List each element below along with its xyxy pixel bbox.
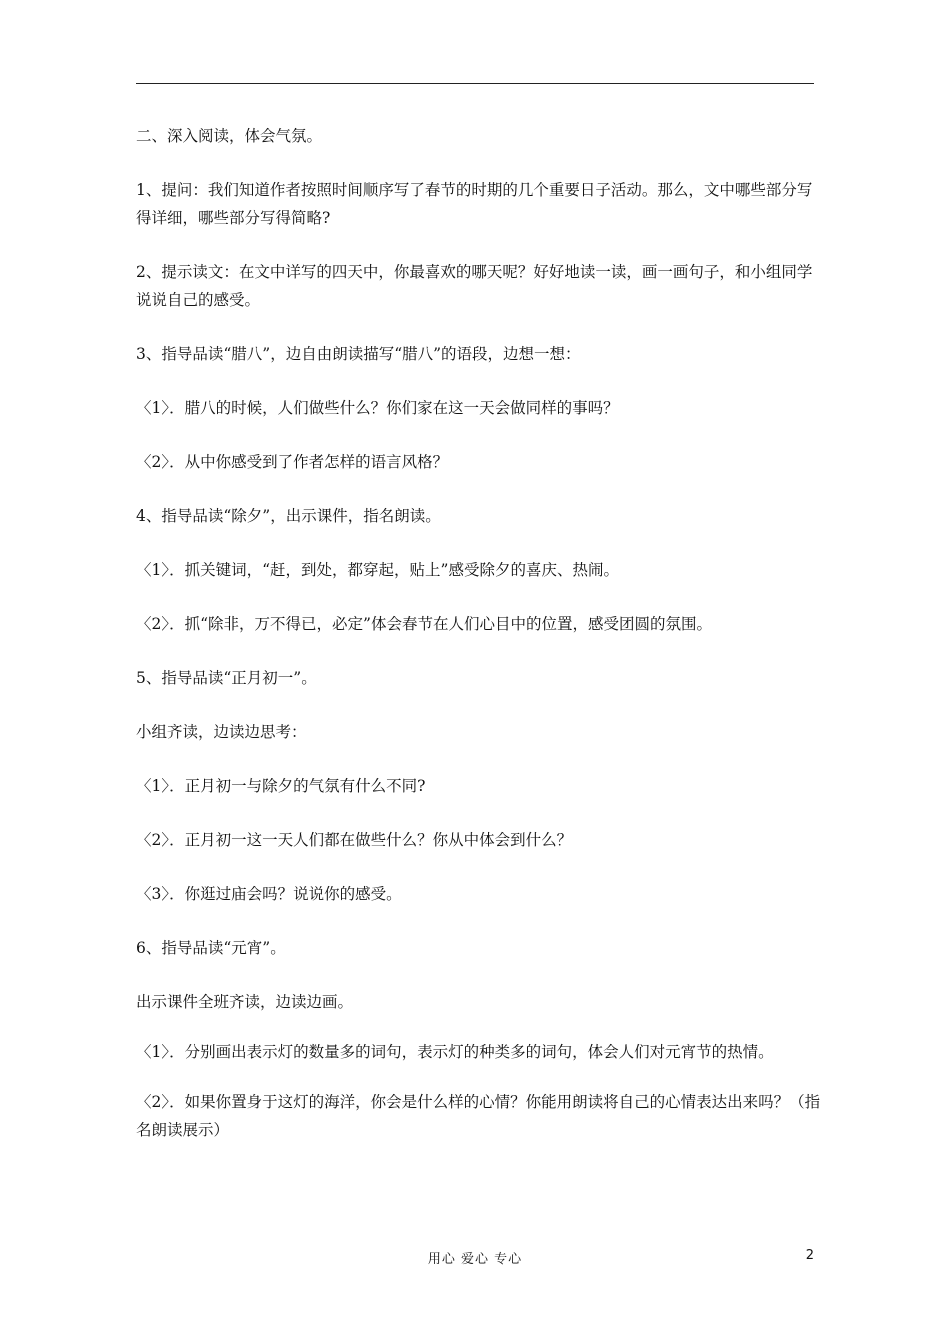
paragraph-6-intro: 出示课件全班齐读，边读边画。 — [136, 993, 354, 1011]
paragraph-1: 1、提问：我们知道作者按照时间顺序写了春节的时期的几个重要日子活动。那么，文中哪些部分写得详细，哪些部分写得简略? — [136, 181, 813, 227]
paragraph-4: 4、指导品读“除夕”，出示课件，指名朗读。 — [136, 507, 441, 525]
list-item-3-1: 〈1〉．腊八的时候，人们做些什么？你们家在这一天会做同样的事吗？ — [136, 399, 619, 417]
paragraph-2: 2、提示读文：在文中详写的四天中，你最喜欢的哪天呢？好好地读一读，画一画句子，和小组同学说说自己的感受。 — [136, 263, 813, 309]
list-item-3-2: 〈2〉．从中你感受到了作者怎样的语言风格？ — [136, 453, 449, 471]
list-item-5-1: 〈1〉．正月初一与除夕的气氛有什么不同? — [136, 777, 426, 795]
list-item-5-3: 〈3〉．你逛过庙会吗？说说你的感受。 — [136, 885, 402, 903]
section-heading: 二、深入阅读，体会气氛。 — [136, 127, 323, 145]
header-rule — [136, 83, 814, 84]
paragraph-3: 3、指导品读“腊八”，边自由朗读描写“腊八”的语段，边想一想： — [136, 345, 581, 363]
list-item-6-1: 〈1〉．分别画出表示灯的数量多的词句，表示灯的种类多的词句，体会人们对元宵节的热情。 — [136, 1043, 774, 1061]
list-item-4-2: 〈2〉．抓“除非，万不得已，必定”体会春节在人们心目中的位置，感受团圆的氛围。 — [136, 615, 712, 633]
page-number: 2 — [805, 1248, 814, 1263]
paragraph-5: 5、指导品读“正月初一”。 — [136, 669, 317, 687]
paragraph-6: 6、指导品读“元宵”。 — [136, 939, 286, 957]
list-item-6-2: 〈2〉．如果你置身于这灯的海洋，你会是什么样的心情？你能用朗读将自己的心情表达出来吗？（指名朗读展示） — [136, 1093, 821, 1139]
list-item-5-2: 〈2〉．正月初一这一天人们都在做些什么？你从中体会到什么？ — [136, 831, 573, 849]
page-content — [136, 122, 826, 1170]
paragraph-5-intro: 小组齐读，边读边思考： — [136, 723, 307, 741]
list-item-4-1: 〈1〉．抓关键词，“赶，到处，都穿起，贴上”感受除夕的喜庆、热闹。 — [136, 561, 619, 579]
footer-motto: 用心 爱心 专心 — [427, 1252, 523, 1267]
